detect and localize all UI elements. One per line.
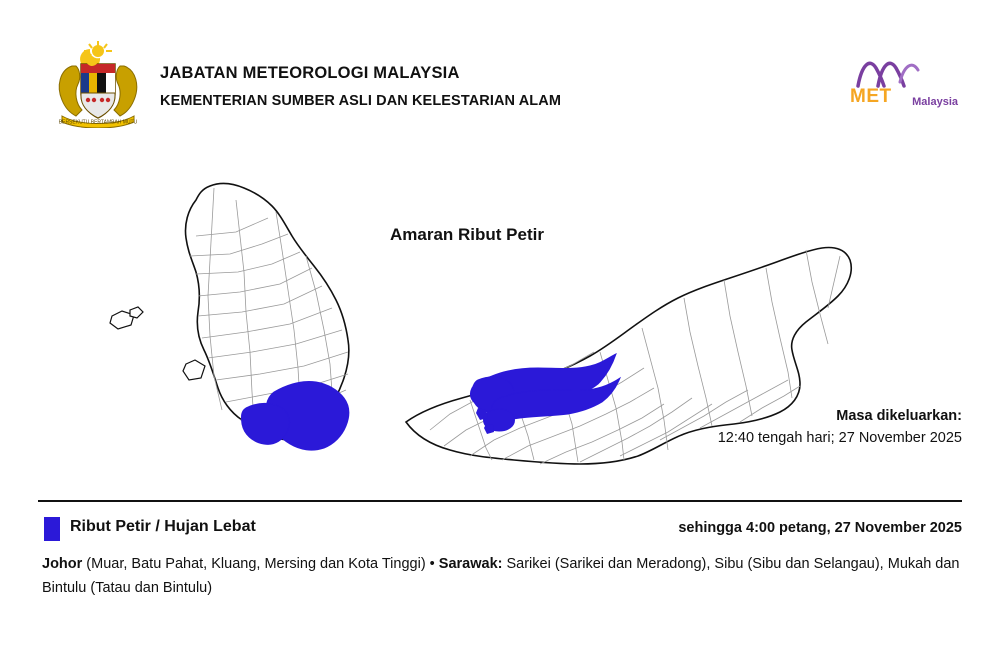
legend-label: Ribut Petir / Hujan Lebat [70, 518, 256, 535]
met-malaysia-logo [848, 52, 958, 112]
legend-row [38, 516, 962, 542]
page-header [0, 0, 1000, 140]
affected-areas-text [42, 552, 962, 600]
issued-timestamp: 12:40 tengah hari; 27 November 2025 [717, 430, 962, 446]
ministry-name: KEMENTERIAN SUMBER ASLI DAN KELESTARIAN ALAM [160, 93, 561, 109]
affected-state-johor: Johor [42, 556, 83, 572]
met-logo-text: MET [850, 86, 892, 107]
affected-state-sarawak: Sarawak: [438, 556, 503, 572]
svg-text:BERSEKUTU BERTAMBAH MUTU: BERSEKUTU BERTAMBAH MUTU [58, 119, 138, 126]
affected-districts-sarawak: Sarikei (Sarikei dan Meradong), Sibu (Sibu dan [502, 556, 810, 572]
agency-name: JABATAN METEOROLOGI MALAYSIA [160, 64, 460, 82]
legend-color-swatch [44, 517, 60, 541]
issued-label: Masa dikeluarkan: [836, 408, 962, 424]
map-title: Amaran Ribut Petir [390, 225, 544, 244]
valid-until-label: sehingga 4:00 petang, 27 November 2025 [678, 520, 962, 536]
warning-map [0, 140, 1000, 490]
met-logo-subtext: Malaysia [912, 96, 958, 108]
malaysia-coat-of-arms-icon [46, 40, 150, 128]
header-title-block [160, 62, 561, 112]
affected-districts-johor: (Muar, Batu Pahat, Kluang, Mersing dan Kota Tinggi) • [82, 556, 439, 572]
peninsular-islands [110, 307, 205, 380]
footer-divider [38, 500, 962, 502]
issued-time-block [718, 405, 962, 449]
affected-districts-sarawak-line2: Selangau), Mukah dan Bintulu (Tatau dan Bintulu) [42, 556, 960, 596]
